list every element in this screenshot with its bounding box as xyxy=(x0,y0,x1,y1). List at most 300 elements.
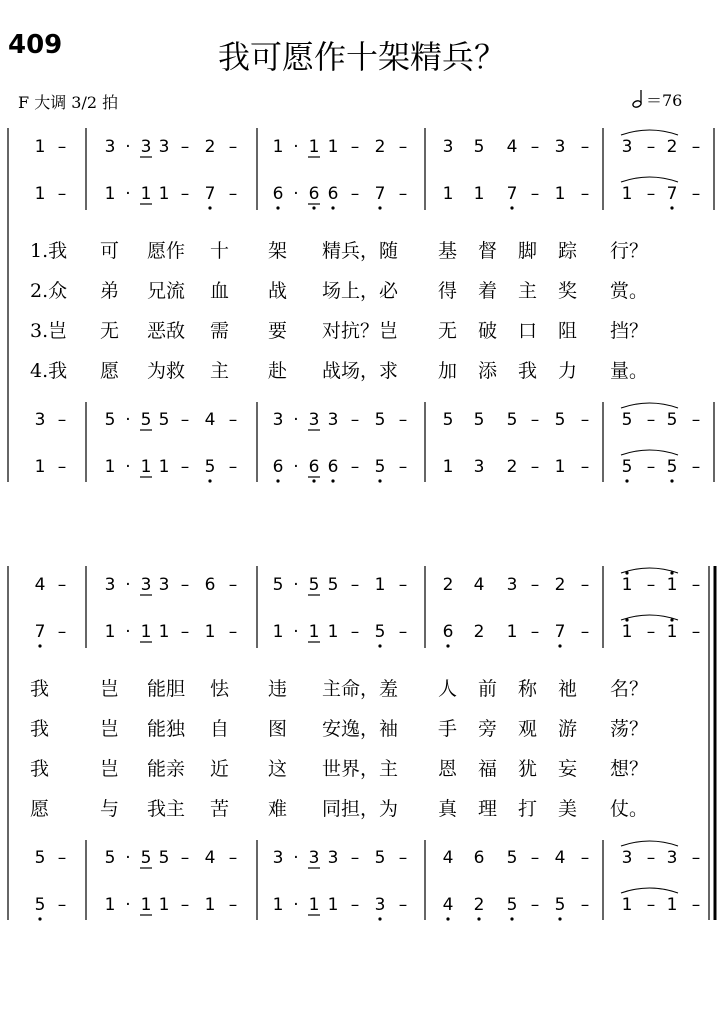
jianpu-note: 3 xyxy=(272,410,284,430)
lyric-syllable: 我 xyxy=(518,360,538,382)
lyric-syllable: 怯 xyxy=(210,678,230,700)
jianpu-note: – xyxy=(350,457,360,477)
lyric-syllable: 荡？ xyxy=(610,718,649,740)
lyric-syllable: 妄 xyxy=(558,758,578,780)
tie-arc xyxy=(621,568,678,573)
jianpu-note: – xyxy=(530,848,540,868)
lyric-syllable: 赴 xyxy=(268,360,288,382)
jianpu-note: – xyxy=(691,575,701,595)
lyric-syllable: 与 xyxy=(100,798,120,820)
jianpu-note: 1 xyxy=(506,622,518,642)
jianpu-note: 4 xyxy=(34,575,46,595)
lyric-syllable: 难 xyxy=(268,798,288,820)
jianpu-note: – xyxy=(691,895,701,915)
jianpu-note: 2 xyxy=(666,137,678,157)
jianpu-note: – xyxy=(530,137,540,157)
jianpu-note: – xyxy=(228,848,238,868)
lyric-syllable: 我 xyxy=(30,678,50,700)
jianpu-note: 4 xyxy=(442,895,454,915)
jianpu-note: 3 xyxy=(104,575,116,595)
jianpu-note: – xyxy=(580,410,590,430)
jianpu-note: – xyxy=(646,575,656,595)
low-octave-dot xyxy=(625,479,628,482)
jianpu-note: 1 xyxy=(272,622,284,642)
lyric-syllable: 主 xyxy=(518,280,538,302)
jianpu-note: 1 xyxy=(554,184,566,204)
lyric-syllable: 愿 xyxy=(100,360,120,382)
jianpu-note: 4 xyxy=(506,137,518,157)
lyric-syllable: 量。 xyxy=(610,360,649,382)
high-octave-dot xyxy=(670,618,673,621)
low-octave-dot xyxy=(208,206,211,209)
lyric-syllable: 无 xyxy=(100,320,120,342)
low-octave-dot xyxy=(38,917,41,920)
lyric-syllable: 愿作 xyxy=(147,240,186,262)
jianpu-note: 3 xyxy=(554,137,566,157)
jianpu-note: · xyxy=(293,848,299,868)
jianpu-note: – xyxy=(57,137,67,157)
jianpu-note: · xyxy=(125,848,131,868)
jianpu-note: 1 xyxy=(34,137,46,157)
jianpu-note: – xyxy=(646,622,656,642)
jianpu-note: – xyxy=(580,895,590,915)
jianpu-note: · xyxy=(293,895,299,915)
jianpu-note: – xyxy=(398,622,408,642)
jianpu-note: – xyxy=(180,137,190,157)
lyric-syllable: 需 xyxy=(210,320,230,342)
lyric-syllable: 手 xyxy=(438,718,458,740)
jianpu-note: – xyxy=(580,848,590,868)
lyric-syllable: 赏。 xyxy=(610,280,649,302)
jianpu-note: – xyxy=(691,622,701,642)
lyric-syllable: 能胆 xyxy=(147,678,186,700)
jianpu-note: – xyxy=(350,184,360,204)
lyric-syllable: 愿 xyxy=(30,798,50,820)
jianpu-note: 1 xyxy=(34,184,46,204)
jianpu-note: – xyxy=(398,895,408,915)
lyric-syllable: 挡？ xyxy=(610,320,649,342)
jianpu-note: 1 xyxy=(621,622,633,642)
jianpu-note: 5 xyxy=(374,848,386,868)
jianpu-note: · xyxy=(125,410,131,430)
lyric-syllable: 脚 xyxy=(518,240,538,262)
jianpu-note: 6 xyxy=(327,184,339,204)
jianpu-note: – xyxy=(228,457,238,477)
jianpu-note: 3 xyxy=(158,575,170,595)
jianpu-note: 3 xyxy=(442,137,454,157)
jianpu-note: 3 xyxy=(327,848,339,868)
jianpu-note: – xyxy=(398,184,408,204)
jianpu-note: – xyxy=(57,895,67,915)
jianpu-note: 5 xyxy=(621,410,633,430)
jianpu-note: 2 xyxy=(374,137,386,157)
jianpu-note: 5 xyxy=(308,575,320,595)
lyric-syllable: 自 xyxy=(210,718,230,740)
lyric-syllable: 世界，主 xyxy=(322,758,399,780)
jianpu-note: · xyxy=(125,184,131,204)
lyric-syllable: 基 xyxy=(438,240,458,262)
jianpu-note: 1 xyxy=(666,575,678,595)
jianpu-note: – xyxy=(228,137,238,157)
lyric-syllable: 主 xyxy=(210,360,230,382)
lyric-syllable: 恩 xyxy=(438,758,458,780)
lyric-syllable: 阻 xyxy=(558,320,578,342)
high-octave-dot xyxy=(625,618,628,621)
lyric-syllable: 称 xyxy=(518,678,538,700)
lyric-syllable: 近 xyxy=(210,758,230,780)
jianpu-note: 1 xyxy=(104,457,116,477)
jianpu-note: · xyxy=(293,137,299,157)
jianpu-note: · xyxy=(125,895,131,915)
lyric-syllable: 可 xyxy=(100,240,120,262)
jianpu-note: 5 xyxy=(204,457,216,477)
lyric-syllable: 踪 xyxy=(558,240,578,262)
jianpu-note: 5 xyxy=(140,848,152,868)
jianpu-note: 4 xyxy=(554,848,566,868)
jianpu-note: 1 xyxy=(104,622,116,642)
low-octave-dot xyxy=(446,917,449,920)
jianpu-note: – xyxy=(646,895,656,915)
jianpu-note: 3 xyxy=(158,137,170,157)
lyric-syllable: 想？ xyxy=(610,758,649,780)
jianpu-note: · xyxy=(293,575,299,595)
low-octave-dot xyxy=(312,206,315,209)
jianpu-note: – xyxy=(691,184,701,204)
low-octave-dot xyxy=(38,644,41,647)
jianpu-note: 3 xyxy=(666,848,678,868)
jianpu-note: 1 xyxy=(327,137,339,157)
jianpu-note: 1 xyxy=(272,895,284,915)
jianpu-note: 1 xyxy=(621,184,633,204)
jianpu-note: 1 xyxy=(272,137,284,157)
hymn-number: 409 xyxy=(8,30,63,60)
low-octave-dot xyxy=(378,644,381,647)
lyric-syllable: 督 xyxy=(478,240,498,262)
jianpu-note: 1 xyxy=(104,895,116,915)
jianpu-note: – xyxy=(180,184,190,204)
jianpu-note: 1 xyxy=(554,457,566,477)
lyric-syllable: 我主 xyxy=(147,798,186,820)
jianpu-note: 2 xyxy=(554,575,566,595)
jianpu-note: 1 xyxy=(140,895,152,915)
jianpu-note: 5 xyxy=(473,410,485,430)
lyric-syllable: 精兵，随 xyxy=(322,240,399,262)
jianpu-note: 4 xyxy=(204,410,216,430)
tie-arc xyxy=(621,177,678,182)
low-octave-dot xyxy=(670,206,673,209)
jianpu-note: – xyxy=(580,457,590,477)
jianpu-note: 6 xyxy=(327,457,339,477)
jianpu-note: – xyxy=(646,848,656,868)
jianpu-note: 5 xyxy=(442,410,454,430)
jianpu-note: 7 xyxy=(666,184,678,204)
lyric-syllable: 图 xyxy=(268,718,288,740)
lyric-syllable: 要 xyxy=(268,320,288,342)
jianpu-note: 5 xyxy=(666,457,678,477)
jianpu-note: 1 xyxy=(473,184,485,204)
lyric-syllable: 为救 xyxy=(147,360,186,382)
jianpu-note: 3 xyxy=(34,410,46,430)
lyric-syllable: 对抗？岂 xyxy=(322,320,399,342)
lyric-syllable: 2.众 xyxy=(30,280,68,302)
tempo-value: ＝76 xyxy=(646,91,683,110)
jianpu-note: · xyxy=(125,622,131,642)
lyric-syllable: 安逸，袖 xyxy=(322,718,399,740)
jianpu-note: 6 xyxy=(308,457,320,477)
jianpu-note: 3 xyxy=(272,848,284,868)
jianpu-note: · xyxy=(125,457,131,477)
jianpu-note: – xyxy=(398,575,408,595)
low-octave-dot xyxy=(331,479,334,482)
jianpu-note: 1 xyxy=(308,622,320,642)
low-octave-dot xyxy=(276,479,279,482)
jianpu-note: – xyxy=(180,895,190,915)
low-octave-dot xyxy=(446,644,449,647)
lyric-syllable: 场上，必 xyxy=(322,280,399,302)
jianpu-note: 3 xyxy=(104,137,116,157)
lyric-syllable: 旁 xyxy=(478,718,498,740)
high-octave-dot xyxy=(625,571,628,574)
lyric-syllable: 主命，羞 xyxy=(322,678,399,700)
jianpu-note: 1 xyxy=(104,184,116,204)
lyric-syllable: 力 xyxy=(558,360,578,382)
jianpu-note: – xyxy=(530,410,540,430)
jianpu-note: 3 xyxy=(327,410,339,430)
jianpu-note: – xyxy=(580,137,590,157)
key-and-meter: F 大调 3/2 拍 xyxy=(18,93,119,112)
jianpu-note: – xyxy=(691,457,701,477)
lyric-syllable: 口 xyxy=(518,320,538,342)
low-octave-dot xyxy=(477,917,480,920)
jianpu-note: – xyxy=(530,457,540,477)
jianpu-note: – xyxy=(57,575,67,595)
jianpu-note: 3 xyxy=(506,575,518,595)
jianpu-note: – xyxy=(228,895,238,915)
jianpu-note: – xyxy=(228,622,238,642)
jianpu-note: 2 xyxy=(506,457,518,477)
high-octave-dot xyxy=(670,571,673,574)
jianpu-note: – xyxy=(530,575,540,595)
jianpu-note: 5 xyxy=(374,410,386,430)
lyric-syllable: 着 xyxy=(478,280,498,302)
jianpu-note: 1 xyxy=(204,895,216,915)
jianpu-note: 5 xyxy=(506,410,518,430)
jianpu-note: 7 xyxy=(374,184,386,204)
low-octave-dot xyxy=(331,206,334,209)
jianpu-note: 6 xyxy=(272,184,284,204)
jianpu-note: 1 xyxy=(140,184,152,204)
jianpu-note: 7 xyxy=(204,184,216,204)
jianpu-note: 3 xyxy=(621,848,633,868)
lyric-syllable: 理 xyxy=(478,798,498,820)
lyric-syllable: 加 xyxy=(438,360,458,382)
low-octave-dot xyxy=(276,206,279,209)
lyric-syllable: 美 xyxy=(558,798,578,820)
jianpu-note: 1 xyxy=(158,184,170,204)
jianpu-note: 5 xyxy=(554,895,566,915)
jianpu-note: – xyxy=(398,410,408,430)
jianpu-note: 5 xyxy=(140,410,152,430)
jianpu-note: – xyxy=(646,457,656,477)
jianpu-note: 5 xyxy=(374,457,386,477)
lyric-syllable: 违 xyxy=(268,678,288,700)
jianpu-note: 6 xyxy=(272,457,284,477)
jianpu-note: 5 xyxy=(272,575,284,595)
lyric-syllable: 游 xyxy=(558,718,578,740)
jianpu-note: – xyxy=(580,575,590,595)
jianpu-note: – xyxy=(350,848,360,868)
lyric-syllable: 福 xyxy=(478,758,498,780)
jianpu-note: 5 xyxy=(158,410,170,430)
lyric-syllable: 苦 xyxy=(210,798,230,820)
jianpu-note: 5 xyxy=(621,457,633,477)
lyric-syllable: 行？ xyxy=(610,240,649,262)
jianpu-note: – xyxy=(646,410,656,430)
lyric-syllable: 这 xyxy=(268,758,288,780)
jianpu-note: – xyxy=(350,895,360,915)
jianpu-note: 5 xyxy=(506,848,518,868)
jianpu-note: 5 xyxy=(34,848,46,868)
jianpu-note: – xyxy=(350,575,360,595)
low-octave-dot xyxy=(510,206,513,209)
low-octave-dot xyxy=(312,479,315,482)
tie-arc xyxy=(621,450,678,455)
jianpu-note: 3 xyxy=(308,848,320,868)
jianpu-note: – xyxy=(180,410,190,430)
jianpu-note: 1 xyxy=(34,457,46,477)
jianpu-note: 1 xyxy=(666,895,678,915)
jianpu-note: 7 xyxy=(554,622,566,642)
low-octave-dot xyxy=(510,917,513,920)
lyric-syllable: 名？ xyxy=(610,678,649,700)
low-octave-dot xyxy=(378,206,381,209)
jianpu-note: – xyxy=(691,848,701,868)
jianpu-note: 1 xyxy=(158,622,170,642)
jianpu-note: – xyxy=(691,410,701,430)
jianpu-note: · xyxy=(293,184,299,204)
jianpu-note: 2 xyxy=(204,137,216,157)
jianpu-note: – xyxy=(580,622,590,642)
jianpu-note: – xyxy=(398,457,408,477)
jianpu-note: – xyxy=(691,137,701,157)
jianpu-note: 1 xyxy=(442,457,454,477)
jianpu-note: 2 xyxy=(473,895,485,915)
jianpu-note: 3 xyxy=(473,457,485,477)
jianpu-note: – xyxy=(57,410,67,430)
tie-arc xyxy=(621,130,678,135)
jianpu-note: 1 xyxy=(140,622,152,642)
jianpu-note: 2 xyxy=(442,575,454,595)
jianpu-note: – xyxy=(398,137,408,157)
jianpu-note: – xyxy=(530,184,540,204)
jianpu-note: 5 xyxy=(666,410,678,430)
lyric-syllable: 我 xyxy=(30,758,50,780)
jianpu-note: 1 xyxy=(666,622,678,642)
lyric-syllable: 能亲 xyxy=(147,758,186,780)
lyric-syllable: 仗。 xyxy=(610,798,649,820)
jianpu-note: – xyxy=(646,184,656,204)
lyric-syllable: 人 xyxy=(438,678,458,700)
lyric-syllable: 得 xyxy=(438,280,458,302)
jianpu-note: 1 xyxy=(308,137,320,157)
jianpu-note: – xyxy=(228,575,238,595)
tie-arc xyxy=(621,615,678,620)
jianpu-note: – xyxy=(180,457,190,477)
jianpu-note: 1 xyxy=(327,895,339,915)
lyric-syllable: 打 xyxy=(518,798,538,820)
jianpu-note: – xyxy=(398,848,408,868)
jianpu-note: – xyxy=(530,895,540,915)
jianpu-note: · xyxy=(125,137,131,157)
lyric-syllable: 弟 xyxy=(100,280,120,302)
jianpu-note: 1 xyxy=(204,622,216,642)
jianpu-note: 3 xyxy=(374,895,386,915)
jianpu-note: – xyxy=(530,622,540,642)
lyric-syllable: 同担，为 xyxy=(322,798,399,820)
lyric-syllable: 添 xyxy=(478,360,498,382)
jianpu-note: – xyxy=(57,457,67,477)
jianpu-note: – xyxy=(580,184,590,204)
jianpu-note: · xyxy=(293,457,299,477)
jianpu-note: – xyxy=(350,137,360,157)
lyric-syllable: 前 xyxy=(478,678,498,700)
jianpu-note: 6 xyxy=(442,622,454,642)
lyric-syllable: 真 xyxy=(438,798,458,820)
jianpu-note: 1 xyxy=(442,184,454,204)
jianpu-note: 5 xyxy=(327,575,339,595)
jianpu-note: – xyxy=(57,184,67,204)
jianpu-note: 5 xyxy=(104,410,116,430)
lyric-syllable: 恶敌 xyxy=(147,320,186,342)
lyric-syllable: 战 xyxy=(268,280,288,302)
tie-arc xyxy=(621,841,678,846)
jianpu-note: 1 xyxy=(158,895,170,915)
low-octave-dot xyxy=(378,479,381,482)
low-octave-dot xyxy=(670,479,673,482)
jianpu-note: 3 xyxy=(140,137,152,157)
jianpu-note: – xyxy=(180,575,190,595)
jianpu-note: – xyxy=(228,184,238,204)
hymn-title: 我可愿作十架精兵？ xyxy=(217,38,506,76)
jianpu-note: – xyxy=(228,410,238,430)
jianpu-note: · xyxy=(293,410,299,430)
jianpu-note: 1 xyxy=(158,457,170,477)
jianpu-note: 2 xyxy=(473,622,485,642)
jianpu-note: 7 xyxy=(34,622,46,642)
jianpu-note: 1 xyxy=(140,457,152,477)
lyric-syllable: 十 xyxy=(210,240,230,262)
jianpu-note: 3 xyxy=(621,137,633,157)
lyric-syllable: 兄流 xyxy=(147,280,186,302)
lyric-syllable: 战场，求 xyxy=(322,360,399,382)
jianpu-note: 5 xyxy=(158,848,170,868)
jianpu-note: – xyxy=(350,410,360,430)
jianpu-note: 4 xyxy=(473,575,485,595)
jianpu-note: 3 xyxy=(308,410,320,430)
jianpu-note: 1 xyxy=(621,575,633,595)
lyric-syllable: 血 xyxy=(210,280,230,302)
jianpu-note: – xyxy=(57,848,67,868)
lyric-syllable: 奖 xyxy=(558,280,578,302)
jianpu-note: 5 xyxy=(374,622,386,642)
jianpu-note: 5 xyxy=(473,137,485,157)
lyric-syllable: 观 xyxy=(518,718,538,740)
jianpu-note: 3 xyxy=(140,575,152,595)
jianpu-note: – xyxy=(180,622,190,642)
jianpu-note: 1 xyxy=(374,575,386,595)
jianpu-note: 7 xyxy=(506,184,518,204)
low-octave-dot xyxy=(558,644,561,647)
